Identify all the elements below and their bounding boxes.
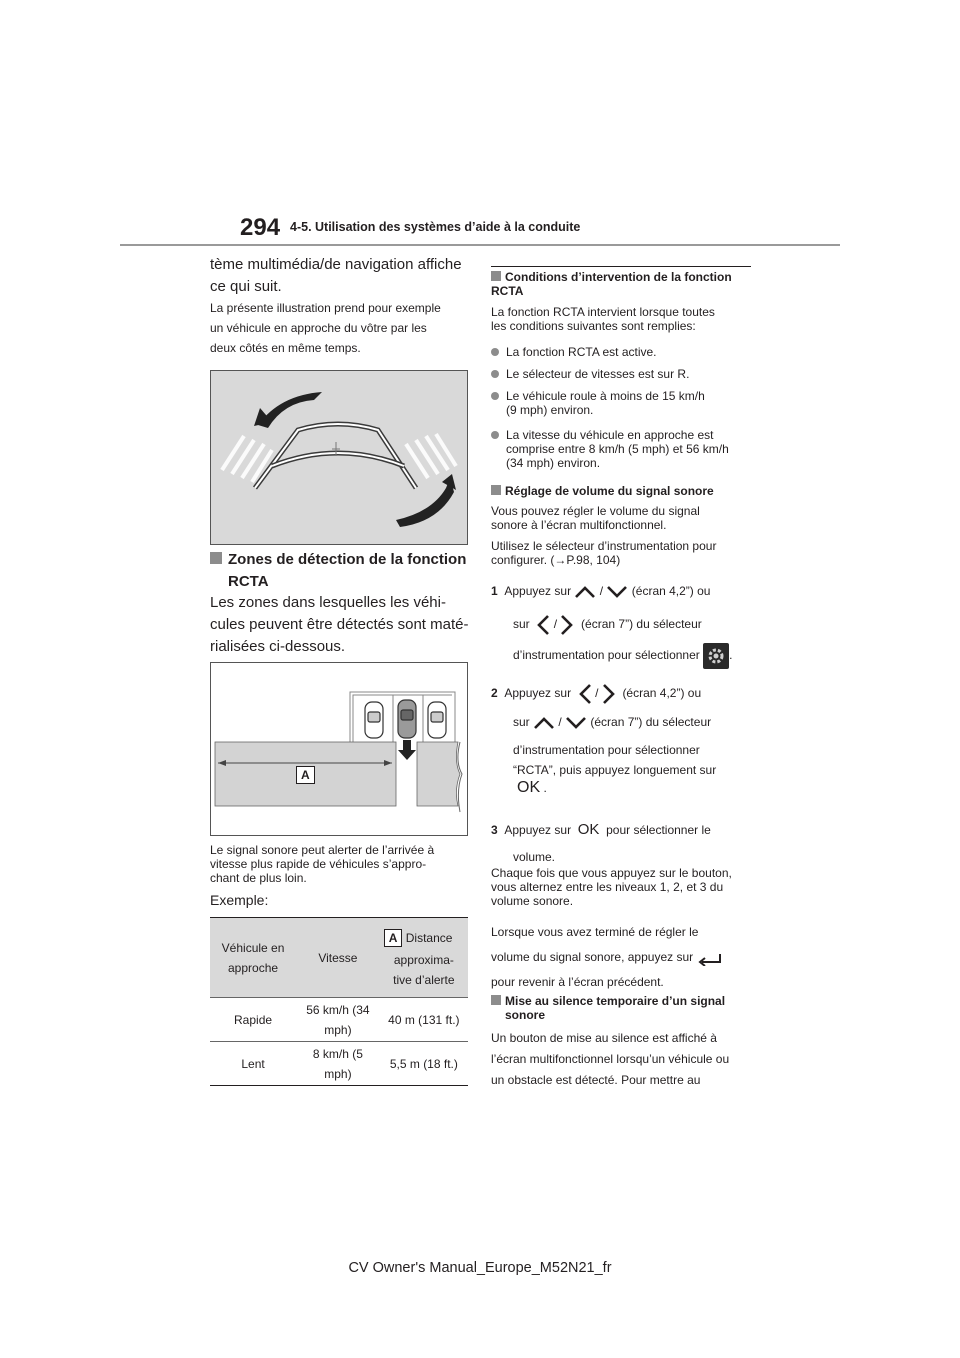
text-line: les conditions suivantes sont remplies: [491,319,696,333]
page-number: 294 [240,214,281,241]
header-text: approxima- [393,952,454,967]
signal-line: chant de plus loin. [210,871,307,885]
slash-text: / [599,584,604,598]
header-text: tive d’alerte [393,972,455,987]
heading-square-icon [491,271,501,281]
ok-button-icon: OK [517,779,541,796]
signal-note [210,843,470,885]
volume-heading [491,484,751,498]
step-number: 1 [491,584,498,598]
rear-view-svg [210,370,468,545]
step-text: “RCTA”, puis appuyez longuement sur [513,763,717,777]
heading-text: Réglage de volume du signal sonore [505,484,714,498]
footer-manual-name: CV Owner's Manual_Europe_M52N21_fr [348,1260,612,1276]
text-line: Un bouton de mise au silence est affiché à [491,1031,717,1045]
heading-text: RCTA [491,284,524,298]
text-line: La fonction RCTA intervient lorsque toutes [491,305,715,319]
mute-heading [491,994,751,1022]
heading-text: Mise au silence temporaire d’un signal [505,994,726,1008]
table-cell: 40 m (131 ft.) [388,1012,460,1027]
zones-text [210,592,470,658]
step-text: Appuyez sur [504,823,572,837]
slash-text: / [553,617,558,632]
table-cell: 5,5 m (18 ft.) [389,1056,458,1071]
step-text: (écran 4,2”) ou [622,686,702,701]
step-text: d’instrumentation pour sélectionner [513,743,700,757]
text-line: Utilisez le sélecteur d’instrumentation pour [491,539,717,553]
heading-square-icon [491,485,501,495]
bullet-dot-icon [491,431,499,439]
bullet-dot-icon [491,370,499,378]
note-line: deux côtés en même temps. [210,341,361,355]
table-header-row [210,918,468,998]
step-text: . [729,648,733,663]
slash-text: / [558,715,562,729]
table-header-cell [210,918,296,998]
text-line: Lorsque vous avez terminé de régler le [491,925,699,939]
detection-zones-illustration [210,662,468,836]
cell-text: mph) [324,1022,352,1037]
step-text: d’instrumentation pour sélectionner [513,648,700,663]
text-line: pour revenir à l’écran précédent. [491,975,664,989]
detection-zones-svg [210,662,468,836]
text-line: vous alternez entre les niveaux 1, 2, et 3 du [491,880,724,894]
header-text: Véhicule en [221,940,285,955]
step-text: . [543,781,547,795]
list-text: La fonction RCTA est active. [506,345,657,359]
section-rule [491,266,751,267]
zones-text-line: Les zones dans lesquelles les véhi- [210,594,446,611]
heading-text: sonore [505,1008,546,1022]
heading-square-icon [210,552,222,564]
table-row [210,1042,468,1086]
header-text: approche [228,960,279,975]
step-2 [491,683,761,705]
conditions-heading [491,270,751,298]
illustration-note [210,298,470,358]
example-table [210,917,468,1086]
zones-text-line: cules peuvent être détectés sont maté- [210,616,469,633]
heading-square-icon [491,995,501,1005]
step-1 [491,584,761,599]
settings-gear-icon [703,643,729,669]
volume-text-2 [491,539,751,567]
step-text: sur [513,617,530,632]
chevron-down-icon [606,585,628,599]
signal-line: vitesse plus rapide de véhicules s’appro- [210,857,427,871]
step-text: Appuyez sur [504,584,572,598]
step-2-line-4 [517,781,617,795]
text-line: configurer. (→P.98, 104) [491,553,621,567]
chevron-left-icon [578,683,592,705]
intro-text [210,254,470,298]
ok-button-icon: OK [577,821,600,838]
header-box-a: A [384,929,403,947]
list-text: Le sélecteur de vitesses est sur R. [506,367,690,381]
table-cell: Lent [241,1056,265,1071]
table-cell [296,998,380,1042]
text-line: un obstacle est détecté. Pour mettre au [491,1073,701,1087]
step-1-line-2 [513,614,763,636]
list-item [491,345,756,359]
step-text: sur [513,715,530,729]
step-text: (écran 7”) du sélecteur [590,715,712,729]
conditions-text [491,305,751,333]
chevron-up-icon [574,585,596,599]
step-text: (écran 7”) du sélecteur [581,617,702,632]
zones-text-line: rialisées ci-dessous. [210,638,346,655]
list-item [491,389,756,417]
back-return-icon [696,950,722,966]
zones-heading-line: RCTA [228,573,269,590]
mute-text [491,1028,756,1091]
cell-text: 56 km/h (34 [306,1002,370,1017]
table-header-cell: Vitesse [318,950,358,965]
example-label: Exemple: [210,892,269,908]
cell-text: mph) [324,1066,352,1081]
bullet-dot-icon [491,348,499,356]
step-text: (écran 4,2”) ou [631,584,711,598]
note-line: un véhicule en approche du vôtre par les [210,321,427,335]
zone-label-a: A [296,766,315,784]
table-cell: Rapide [234,1012,273,1027]
header-text: Distance [405,930,453,945]
chevron-right-icon [602,683,616,705]
section-title: 4-5. Utilisation des systèmes d’aide à la conduite [290,220,581,234]
step-text: pour sélectionner le [606,823,711,837]
slash-text: / [595,686,599,701]
table-row [210,998,468,1042]
list-text: La vitesse du véhicule en approche est [506,428,714,442]
list-text: Le véhicule roule à moins de 15 km/h [506,389,705,403]
step-2-line-3 [513,740,763,780]
text-line: Vous pouvez régler le volume du signal [491,504,700,518]
step-number: 2 [491,686,498,701]
each-press-text [491,866,756,908]
table-header-cell [380,918,468,998]
text-line: volume du signal sonore, appuyez sur [491,950,694,964]
done-text [491,920,756,995]
intro-line: tème multimédia/de navigation affiche [210,256,462,273]
rear-view-illustration [210,370,468,545]
list-item [491,428,761,470]
list-text: comprise entre 8 km/h (5 mph) et 56 km/h [506,442,729,456]
list-text: (9 mph) environ. [506,403,594,417]
signal-line: Le signal sonore peut alerter de l’arrivée à [210,843,435,857]
zones-heading [210,549,470,593]
list-item [491,367,756,381]
note-line: La présente illustration prend pour exemple [210,301,441,315]
table-cell [296,1042,380,1086]
heading-text: Conditions d’intervention de la fonction [505,270,732,284]
bullet-dot-icon [491,392,499,400]
chevron-down-icon [565,716,587,730]
chevron-up-icon [533,716,555,730]
step-3 [491,823,761,837]
volume-text [491,504,751,532]
text-line: sonore à l’écran multifonctionnel. [491,518,667,532]
step-3-line-2: volume. [513,850,556,864]
text-line: l’écran multifonctionnel lorsqu’un véhicule ou [491,1052,730,1066]
cell-text: 8 km/h (5 [312,1046,363,1061]
step-text: Appuyez sur [504,686,572,701]
intro-line: ce qui suit. [210,278,282,295]
text-line: volume sonore. [491,894,574,908]
chevron-left-icon [536,614,550,636]
zones-heading-line: Zones de détection de la fonction [228,551,467,568]
chevron-right-icon [560,614,574,636]
step-2-line-2 [513,715,763,730]
step-1-line-3 [513,643,763,669]
text-line: Chaque fois que vous appuyez sur le bouton, [491,866,732,880]
step-number: 3 [491,823,498,837]
header-rule [120,244,840,246]
list-text: (34 mph) environ. [506,456,601,470]
